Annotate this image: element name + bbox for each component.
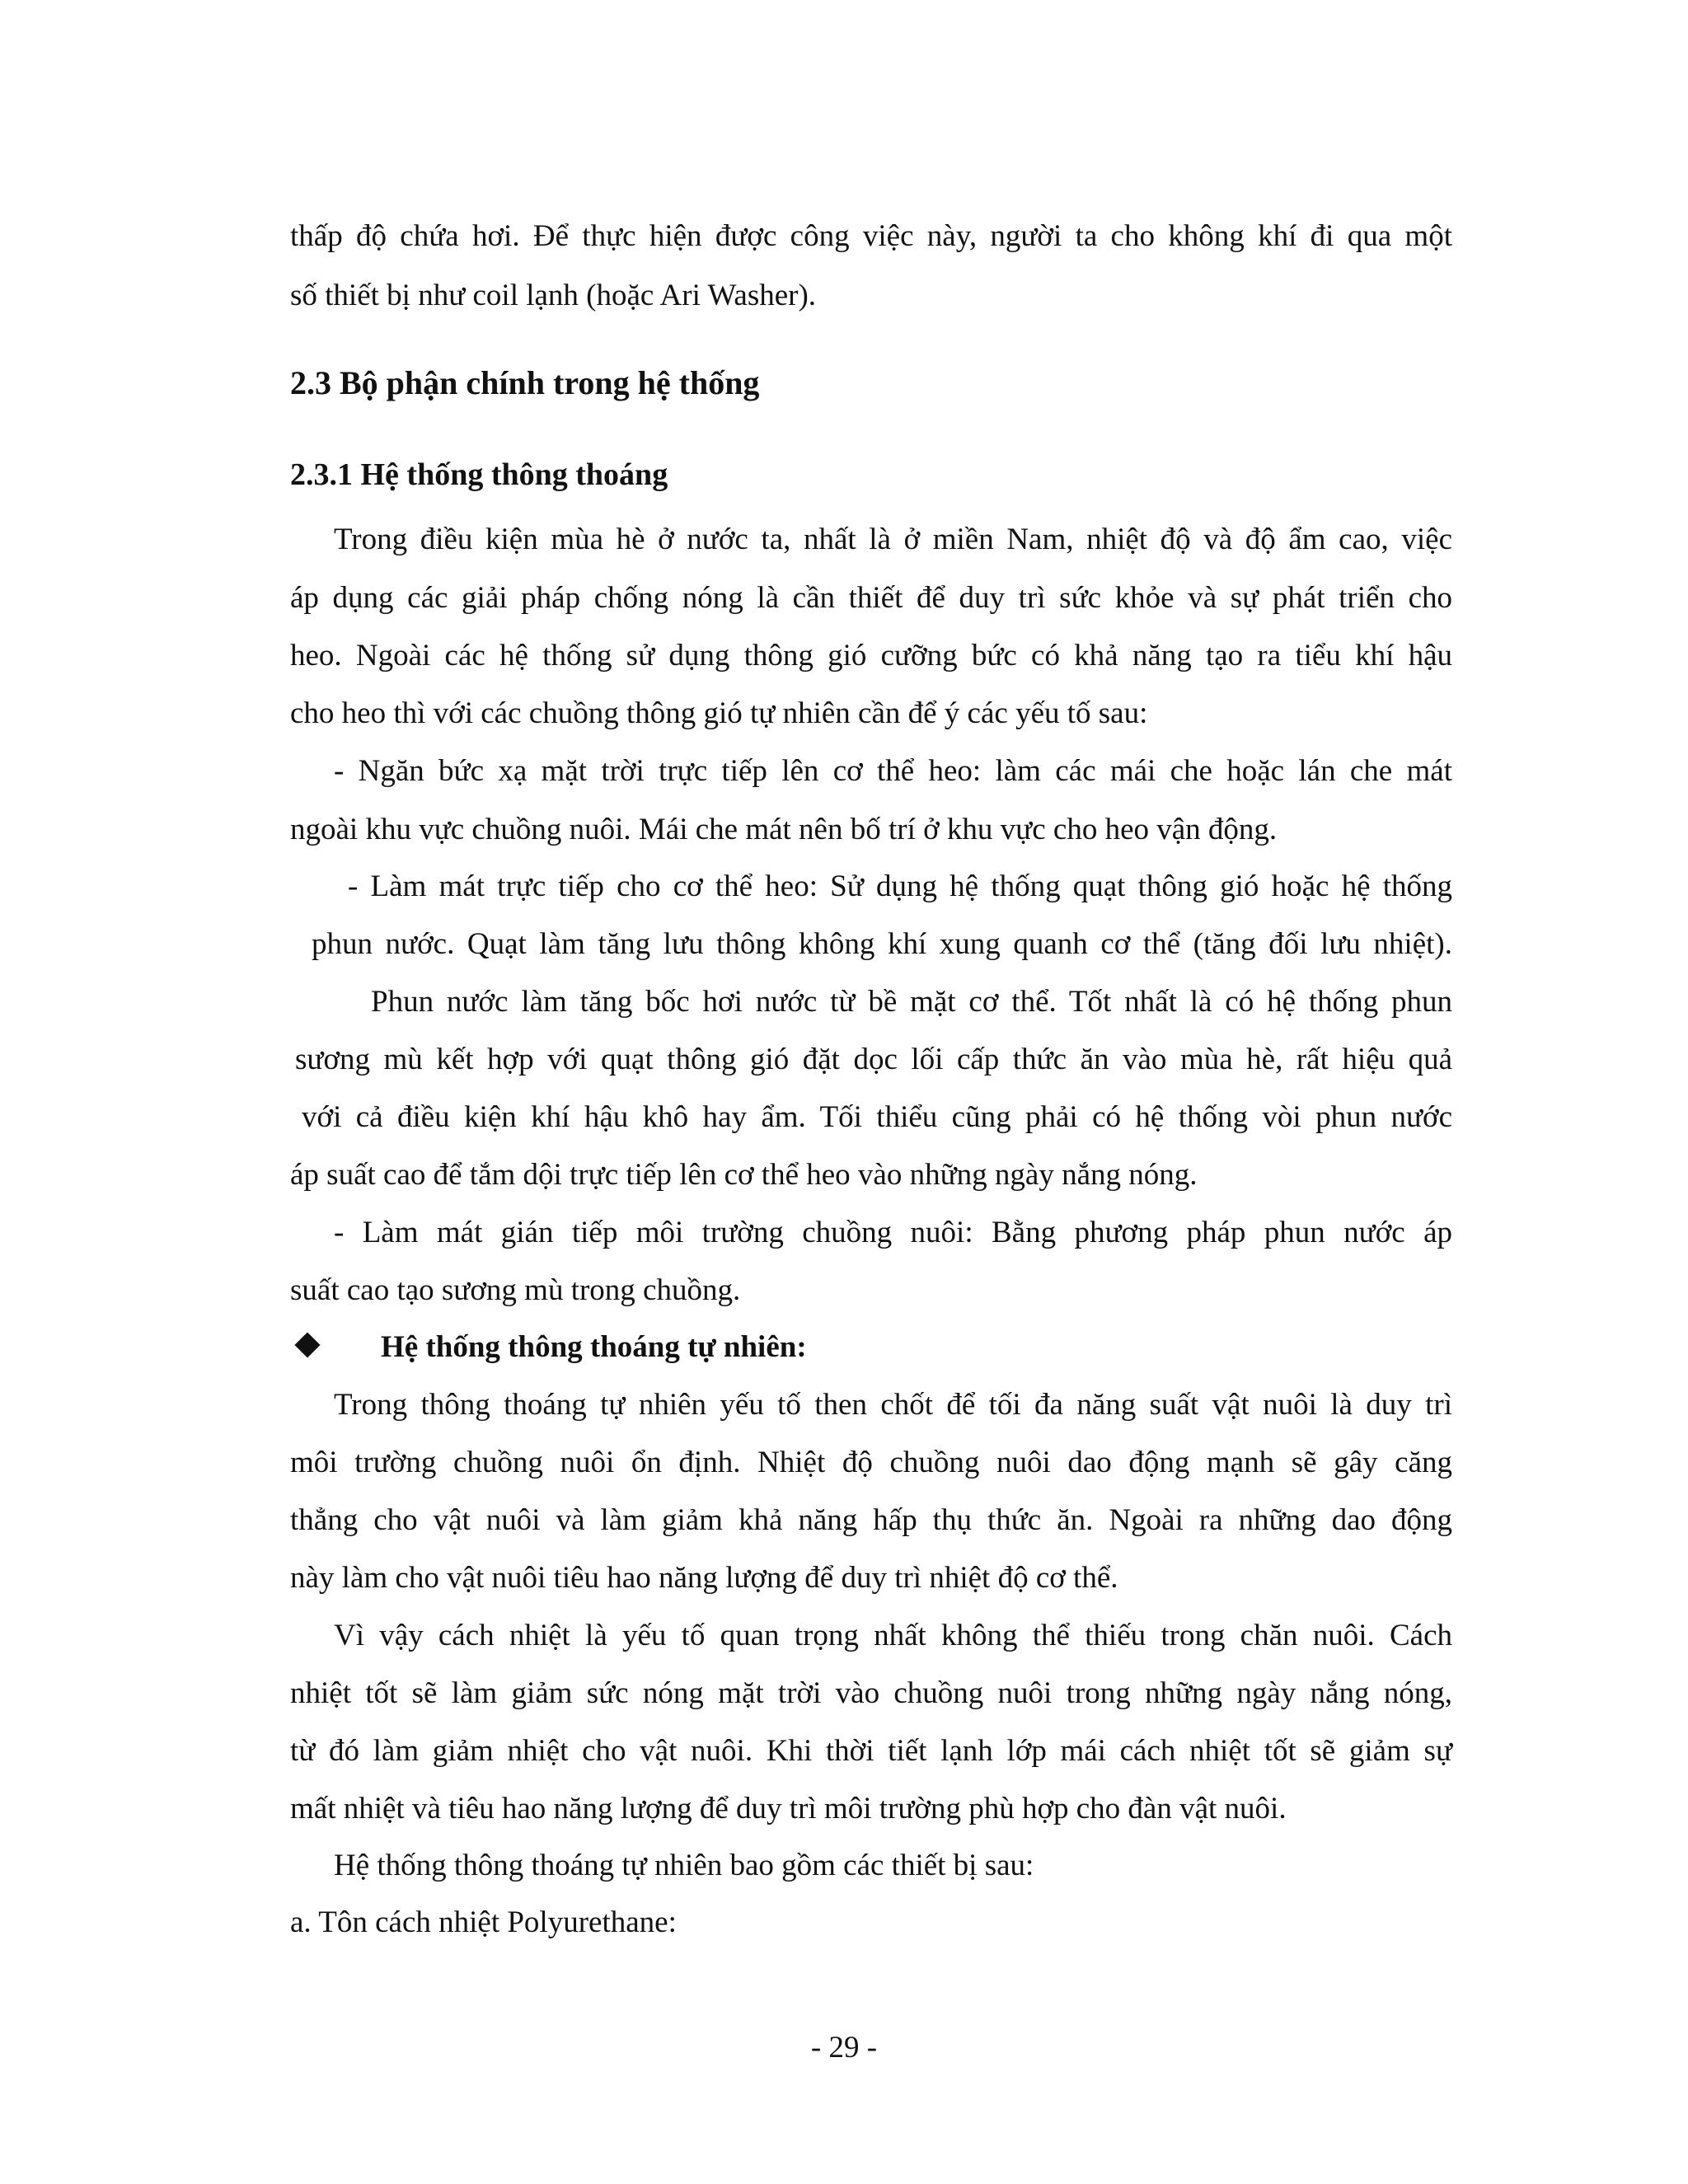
list-item-line: Phun nước làm tăng bốc hơi nước từ bề mặt cơ thể. Tốt nhất là có hệ thống phun <box>371 985 1452 1019</box>
paragraph-line: môi trường chuồng nuôi ổn định. Nhiệt độ chuồng nuôi dao động mạnh sẽ gây căng <box>290 1446 1452 1479</box>
list-item-line: sương mù kết hợp với quạt thông gió đặt dọc lối cấp thức ăn vào mùa hè, rất hiệu quả <box>295 1043 1452 1076</box>
list-item-line: - Làm mát trực tiếp cho cơ thể heo: Sử dụng hệ thống quạt thông gió hoặc hệ thống <box>348 869 1452 903</box>
list-item-line: - Làm mát gián tiếp môi trường chuồng nuôi: Bằng phương pháp phun nước áp <box>334 1216 1452 1249</box>
list-item-line: - Ngăn bức xạ mặt trời trực tiếp lên cơ thể heo: làm các mái che hoặc lán che mát <box>334 754 1452 788</box>
paragraph-line: áp dụng các giải pháp chống nóng là cần thiết để duy trì sức khỏe và sự phát triển cho <box>290 581 1452 615</box>
paragraph-line: từ đó làm giảm nhiệt cho vật nuôi. Khi thời tiết lạnh lớp mái cách nhiệt tốt sẽ giảm sự <box>290 1734 1452 1768</box>
bulleted-heading: Hệ thống thông thoáng tự nhiên: <box>381 1330 807 1364</box>
list-item-line: phun nước. Quạt làm tăng lưu thông không khí xung quanh cơ thể (tăng đối lưu nhiệt). <box>312 927 1452 961</box>
paragraph-line: thẳng cho vật nuôi và làm giảm khả năng hấp thụ thức ăn. Ngoài ra những dao động <box>290 1503 1452 1537</box>
list-item-line: ngoài khu vực chuồng nuôi. Mái che mát nên bố trí ở khu vực cho heo vận động. <box>290 813 1278 846</box>
paragraph-line: số thiết bị như coil lạnh (hoặc Ari Washer). <box>290 279 817 312</box>
paragraph-line: Trong thông thoáng tự nhiên yếu tố then chốt để tối đa năng suất vật nuôi là duy trì <box>334 1388 1452 1422</box>
subsection-item: a. Tôn cách nhiệt Polyurethane: <box>290 1905 677 1939</box>
list-item-line: áp suất cao để tắm dội trực tiếp lên cơ thể heo vào những ngày nắng nóng. <box>290 1158 1198 1192</box>
paragraph-line: thấp độ chứa hơi. Để thực hiện được công việc này, người ta cho không khí đi qua một <box>290 219 1452 253</box>
paragraph-line: cho heo thì với các chuồng thông gió tự nhiên cần để ý các yếu tố sau: <box>290 696 1148 730</box>
paragraph-line: mất nhiệt và tiêu hao năng lượng để duy trì môi trường phù hợp cho đàn vật nuôi. <box>290 1792 1287 1825</box>
subsection-heading: 2.3.1 Hệ thống thông thoáng <box>290 457 668 492</box>
list-item-line: suất cao tạo sương mù trong chuồng. <box>290 1273 741 1307</box>
paragraph-line: Trong điều kiện mùa hè ở nước ta, nhất là ở miền Nam, nhiệt độ và độ ẩm cao, việc <box>334 523 1452 556</box>
section-heading: 2.3 Bộ phận chính trong hệ thống <box>290 364 760 401</box>
paragraph-line: này làm cho vật nuôi tiêu hao năng lượng để duy trì nhiệt độ cơ thể. <box>290 1561 1118 1595</box>
paragraph-line: Hệ thống thông thoáng tự nhiên bao gồm các thiết bị sau: <box>334 1849 1034 1882</box>
page-number: - 29 - <box>810 2031 878 2064</box>
paragraph-line: nhiệt tốt sẽ làm giảm sức nóng mặt trời vào chuồng nuôi trong những ngày nắng nóng, <box>290 1676 1452 1710</box>
list-item-line: với cả điều kiện khí hậu khô hay ẩm. Tối thiểu cũng phải có hệ thống vòi phun nước <box>302 1100 1452 1134</box>
diamond-bullet-icon <box>294 1332 320 1357</box>
paragraph-line: Vì vậy cách nhiệt là yếu tố quan trọng nhất không thể thiếu trong chăn nuôi. Cách <box>334 1619 1452 1652</box>
paragraph-line: heo. Ngoài các hệ thống sử dụng thông gió cưỡng bức có khả năng tạo ra tiểu khí hậu <box>290 639 1452 673</box>
